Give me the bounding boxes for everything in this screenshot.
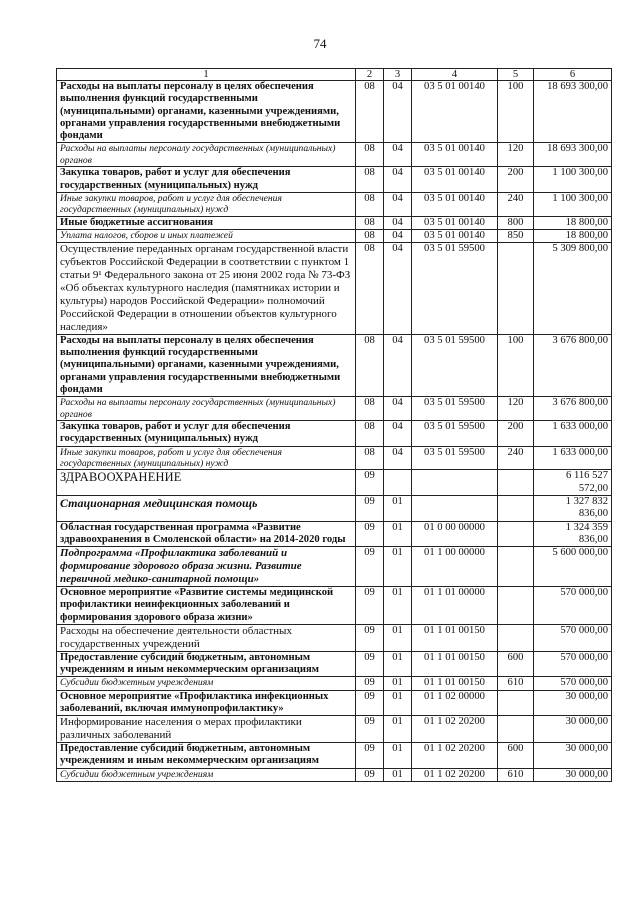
row-name-cell: ЗДРАВООХРАНЕНИЕ <box>57 470 356 496</box>
row-subsection-cell: 01 <box>384 521 412 547</box>
row-target-article-cell: 01 1 02 20200 <box>412 716 498 743</box>
header-cell: 1 <box>57 69 356 81</box>
row-amount-cell: 18 693 300,00 <box>534 143 612 167</box>
table-row <box>57 743 612 769</box>
row-section-cell: 09 <box>356 677 384 690</box>
row-section-cell: 08 <box>356 446 384 470</box>
table-row <box>57 446 612 470</box>
row-expense-type-cell <box>498 521 534 547</box>
header-cell: 3 <box>384 69 412 81</box>
row-amount-cell: 570 000,00 <box>534 651 612 677</box>
table-row <box>57 690 612 716</box>
row-amount-cell: 3 676 800,00 <box>534 334 612 396</box>
row-section-cell: 09 <box>356 625 384 652</box>
row-amount-cell: 30 000,00 <box>534 743 612 769</box>
row-name-cell: Уплата налогов, сборов и иных платежей <box>57 230 356 243</box>
table-row <box>57 625 612 652</box>
row-section-cell: 08 <box>356 81 384 143</box>
row-name-cell: Иные закупки товаров, работ и услуг для обеспечения государственных (муниципальных) нужд <box>57 192 356 216</box>
row-name-cell: Иные бюджетные ассигнования <box>57 216 356 229</box>
table-row <box>57 230 612 243</box>
table-row <box>57 495 612 521</box>
row-name-cell: Предоставление субсидий бюджетным, автономным учреждениям и иным некоммерческим организациям <box>57 651 356 677</box>
row-target-article-cell: 03 5 01 59500 <box>412 334 498 396</box>
row-expense-type-cell: 120 <box>498 397 534 421</box>
row-expense-type-cell <box>498 470 534 496</box>
row-subsection-cell <box>384 470 412 496</box>
row-subsection-cell: 01 <box>384 690 412 716</box>
row-amount-cell: 1 100 300,00 <box>534 167 612 193</box>
row-section-cell: 09 <box>356 521 384 547</box>
table-row <box>57 243 612 334</box>
table-row <box>57 81 612 143</box>
row-expense-type-cell: 100 <box>498 334 534 396</box>
row-name-cell: Субсидии бюджетным учреждениям <box>57 677 356 690</box>
row-amount-cell: 18 693 300,00 <box>534 81 612 143</box>
row-expense-type-cell: 240 <box>498 192 534 216</box>
row-section-cell: 09 <box>356 651 384 677</box>
row-target-article-cell: 03 5 01 00140 <box>412 143 498 167</box>
row-section-cell: 08 <box>356 397 384 421</box>
row-section-cell: 08 <box>356 243 384 334</box>
row-expense-type-cell: 200 <box>498 420 534 446</box>
row-expense-type-cell <box>498 716 534 743</box>
row-section-cell: 08 <box>356 334 384 396</box>
row-subsection-cell: 04 <box>384 420 412 446</box>
row-target-article-cell: 01 1 02 20200 <box>412 743 498 769</box>
row-target-article-cell: 01 1 01 00150 <box>412 625 498 652</box>
row-amount-cell: 18 800,00 <box>534 216 612 229</box>
row-target-article-cell: 03 5 01 00140 <box>412 81 498 143</box>
row-section-cell: 09 <box>356 690 384 716</box>
row-subsection-cell: 01 <box>384 547 412 587</box>
table-row <box>57 547 612 587</box>
row-subsection-cell: 01 <box>384 743 412 769</box>
row-name-cell: Информирование населения о мерах профилактики различных заболеваний <box>57 716 356 743</box>
row-amount-cell: 1 100 300,00 <box>534 192 612 216</box>
row-expense-type-cell: 120 <box>498 143 534 167</box>
row-expense-type-cell: 610 <box>498 677 534 690</box>
row-section-cell: 09 <box>356 768 384 781</box>
row-name-cell: Основное мероприятие «Профилактика инфекционных заболеваний, включая иммунопрофилактику» <box>57 690 356 716</box>
row-amount-cell: 1 324 359 836,00 <box>534 521 612 547</box>
header-row <box>57 69 612 81</box>
row-subsection-cell: 01 <box>384 768 412 781</box>
table-row <box>57 192 612 216</box>
row-subsection-cell: 04 <box>384 446 412 470</box>
row-target-article-cell: 01 1 01 00150 <box>412 677 498 690</box>
row-section-cell: 08 <box>356 192 384 216</box>
row-expense-type-cell: 200 <box>498 167 534 193</box>
row-name-cell: Предоставление субсидий бюджетным, автономным учреждениям и иным некоммерческим организациям <box>57 743 356 769</box>
row-amount-cell: 1 633 000,00 <box>534 446 612 470</box>
table-row <box>57 651 612 677</box>
table-row <box>57 334 612 396</box>
table-row <box>57 420 612 446</box>
row-section-cell: 08 <box>356 143 384 167</box>
row-subsection-cell: 04 <box>384 216 412 229</box>
table-row <box>57 470 612 496</box>
table-row <box>57 397 612 421</box>
row-target-article-cell: 01 1 02 00000 <box>412 690 498 716</box>
row-expense-type-cell: 610 <box>498 768 534 781</box>
row-target-article-cell: 03 5 01 59500 <box>412 243 498 334</box>
row-section-cell: 08 <box>356 167 384 193</box>
row-amount-cell: 570 000,00 <box>534 625 612 652</box>
page-number: 74 <box>313 36 327 51</box>
row-subsection-cell: 04 <box>384 397 412 421</box>
row-section-cell: 09 <box>356 470 384 496</box>
row-target-article-cell <box>412 495 498 521</box>
row-target-article-cell: 01 1 00 00000 <box>412 547 498 587</box>
row-amount-cell: 1 327 832 836,00 <box>534 495 612 521</box>
row-expense-type-cell <box>498 625 534 652</box>
row-section-cell: 09 <box>356 743 384 769</box>
row-name-cell: Иные закупки товаров, работ и услуг для обеспечения государственных (муниципальных) нужд <box>57 446 356 470</box>
row-target-article-cell: 03 5 01 00140 <box>412 192 498 216</box>
row-target-article-cell: 03 5 01 00140 <box>412 167 498 193</box>
row-subsection-cell: 01 <box>384 587 412 625</box>
row-target-article-cell: 03 5 01 59500 <box>412 397 498 421</box>
row-subsection-cell: 04 <box>384 192 412 216</box>
row-amount-cell: 570 000,00 <box>534 677 612 690</box>
row-section-cell: 09 <box>356 716 384 743</box>
header-cell: 5 <box>498 69 534 81</box>
row-amount-cell: 30 000,00 <box>534 716 612 743</box>
row-name-cell: Подпрограмма «Профилактика заболеваний и формирование здорового образа жизни. Развитие первичной медико-санитарной помощи» <box>57 547 356 587</box>
row-target-article-cell <box>412 470 498 496</box>
row-name-cell: Расходы на выплаты персоналу в целях обеспечения выполнения функций государственными (муниципальными) органами, казенными учреждениями, органами управления государственными внебюджетными фондами <box>57 81 356 143</box>
row-expense-type-cell: 600 <box>498 743 534 769</box>
row-section-cell: 09 <box>356 495 384 521</box>
row-subsection-cell: 04 <box>384 143 412 167</box>
table-row <box>57 677 612 690</box>
row-amount-cell: 1 633 000,00 <box>534 420 612 446</box>
row-subsection-cell: 04 <box>384 230 412 243</box>
table-row <box>57 521 612 547</box>
row-expense-type-cell: 800 <box>498 216 534 229</box>
row-expense-type-cell <box>498 495 534 521</box>
row-expense-type-cell <box>498 547 534 587</box>
row-amount-cell: 6 116 527 572,00 <box>534 470 612 496</box>
row-amount-cell: 30 000,00 <box>534 690 612 716</box>
row-name-cell: Расходы на выплаты персоналу государственных (муниципальных) органов <box>57 397 356 421</box>
row-name-cell: Субсидии бюджетным учреждениям <box>57 768 356 781</box>
row-name-cell: Осуществление переданных органам государственной власти субъектов Российской Федерации в соответствии с пунктом 1 статьи 9¹ Федерального закона от 25 июня 2002 года № 73-ФЗ «Об объектах культурного наследия (памятниках истории и культуры) народов Российской Федерации» полномочий Российской Федерации в отношении объектов культурного наследия» <box>57 243 356 334</box>
row-expense-type-cell <box>498 690 534 716</box>
row-subsection-cell: 01 <box>384 716 412 743</box>
row-target-article-cell: 03 5 01 00140 <box>412 216 498 229</box>
budget-table <box>56 68 612 782</box>
row-name-cell: Закупка товаров, работ и услуг для обеспечения государственных (муниципальных) нужд <box>57 167 356 193</box>
row-amount-cell: 30 000,00 <box>534 768 612 781</box>
row-target-article-cell: 03 5 01 59500 <box>412 446 498 470</box>
table-row <box>57 716 612 743</box>
row-subsection-cell: 01 <box>384 677 412 690</box>
row-section-cell: 08 <box>356 420 384 446</box>
row-target-article-cell: 01 1 02 20200 <box>412 768 498 781</box>
row-amount-cell: 5 309 800,00 <box>534 243 612 334</box>
row-expense-type-cell: 100 <box>498 81 534 143</box>
row-target-article-cell: 01 1 01 00000 <box>412 587 498 625</box>
table-row <box>57 216 612 229</box>
row-subsection-cell: 01 <box>384 651 412 677</box>
row-name-cell: Расходы на выплаты персоналу в целях обеспечения выполнения функций государственными (муниципальными) органами, казенными учреждениями, органами управления государственными внебюджетными фондами <box>57 334 356 396</box>
row-expense-type-cell: 240 <box>498 446 534 470</box>
row-expense-type-cell: 600 <box>498 651 534 677</box>
header-cell: 6 <box>534 69 612 81</box>
table-row <box>57 768 612 781</box>
row-subsection-cell: 04 <box>384 243 412 334</box>
row-name-cell: Закупка товаров, работ и услуг для обеспечения государственных (муниципальных) нужд <box>57 420 356 446</box>
table-row <box>57 587 612 625</box>
row-amount-cell: 3 676 800,00 <box>534 397 612 421</box>
row-subsection-cell: 04 <box>384 167 412 193</box>
table-row <box>57 167 612 193</box>
row-target-article-cell: 01 1 01 00150 <box>412 651 498 677</box>
row-expense-type-cell <box>498 587 534 625</box>
table-row <box>57 143 612 167</box>
row-subsection-cell: 01 <box>384 625 412 652</box>
row-subsection-cell: 04 <box>384 334 412 396</box>
row-section-cell: 08 <box>356 216 384 229</box>
row-target-article-cell: 03 5 01 59500 <box>412 420 498 446</box>
row-expense-type-cell <box>498 243 534 334</box>
row-amount-cell: 5 600 000,00 <box>534 547 612 587</box>
row-target-article-cell: 03 5 01 00140 <box>412 230 498 243</box>
row-subsection-cell: 01 <box>384 495 412 521</box>
row-name-cell: Расходы на обеспечение деятельности областных государственных учреждений <box>57 625 356 652</box>
row-name-cell: Областная государственная программа «Развитие здравоохранения в Смоленской области» на 2014-2020 годы <box>57 521 356 547</box>
row-section-cell: 08 <box>356 230 384 243</box>
row-name-cell: Основное мероприятие «Развитие системы медицинской профилактики неинфекционных заболеваний и формирования здорового образа жизни» <box>57 587 356 625</box>
header-cell: 2 <box>356 69 384 81</box>
row-target-article-cell: 01 0 00 00000 <box>412 521 498 547</box>
row-amount-cell: 570 000,00 <box>534 587 612 625</box>
row-section-cell: 09 <box>356 587 384 625</box>
row-section-cell: 09 <box>356 547 384 587</box>
row-name-cell: Стационарная медицинская помощь <box>57 495 356 521</box>
row-subsection-cell: 04 <box>384 81 412 143</box>
header-cell: 4 <box>412 69 498 81</box>
row-expense-type-cell: 850 <box>498 230 534 243</box>
row-amount-cell: 18 800,00 <box>534 230 612 243</box>
row-name-cell: Расходы на выплаты персоналу государственных (муниципальных) органов <box>57 143 356 167</box>
